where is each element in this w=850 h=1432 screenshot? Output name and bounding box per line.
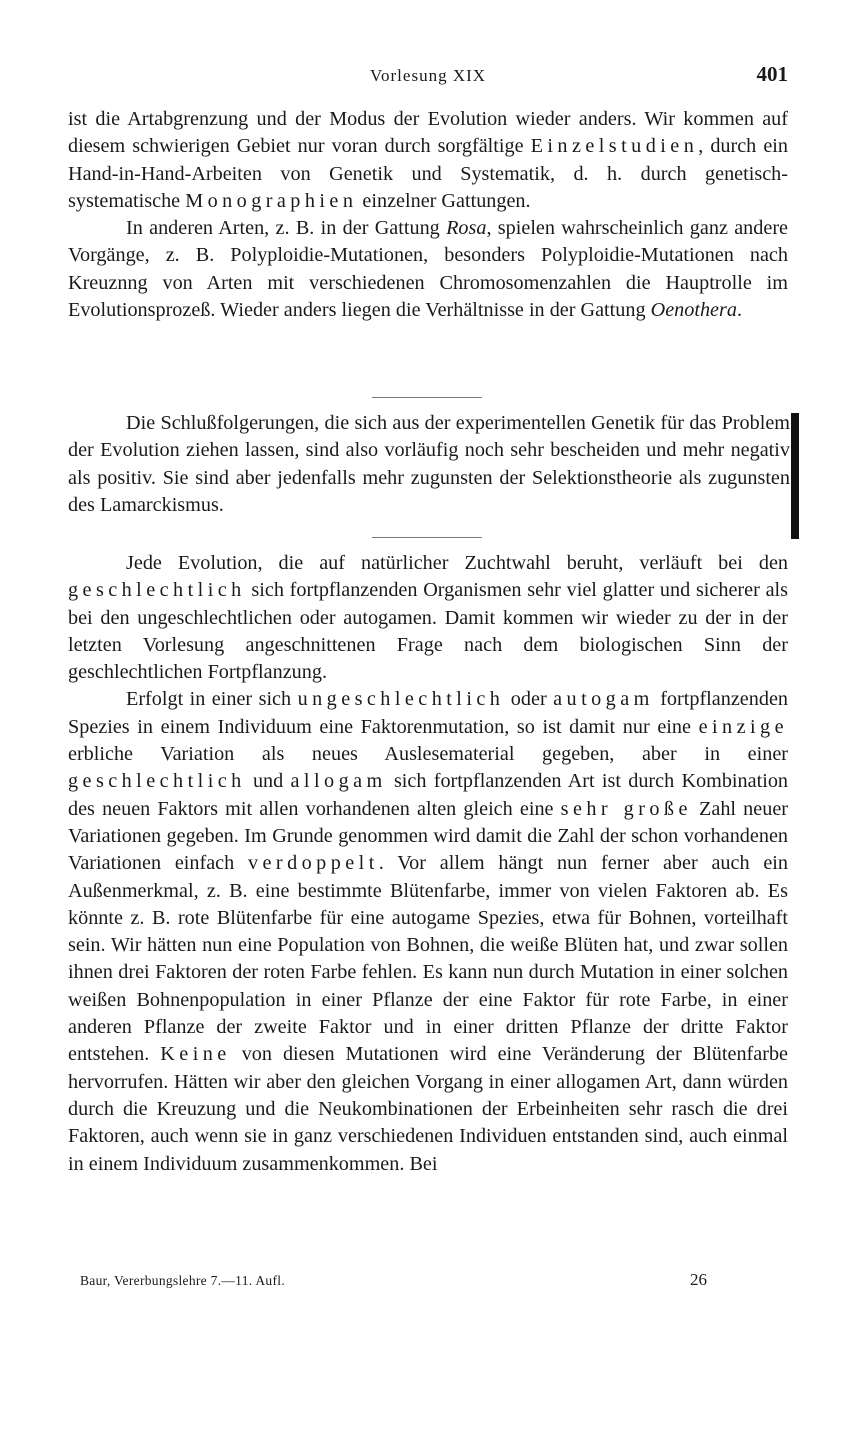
text-block-3 xyxy=(68,550,788,1178)
text-run: Erfolgt in einer sich xyxy=(126,688,298,711)
paragraph-4 xyxy=(68,550,788,686)
spaced-emphasis: Keine xyxy=(160,1043,231,1066)
paragraph-5 xyxy=(68,686,788,1177)
paragraph-2 xyxy=(68,215,788,324)
text-run: . xyxy=(736,299,742,322)
text-run: einzelner Gattungen. xyxy=(357,189,531,212)
page-header xyxy=(68,62,788,92)
section-rule-bottom xyxy=(372,537,482,538)
text-run: erbliche Variation als neues Auslesematerial gegeben, aber in einer xyxy=(68,743,788,766)
spaced-emphasis: ungeschlechtlich xyxy=(297,688,505,711)
paragraph-1 xyxy=(68,106,788,215)
genus-name-oenothera: Oenothera xyxy=(650,299,737,322)
text-run: In anderen Arten, z. B. in der Gattung xyxy=(126,217,447,240)
spaced-emphasis: geschlechtlich xyxy=(68,770,246,793)
spaced-emphasis: einzige xyxy=(698,715,788,738)
text-run: ist die Artabgrenzung und der Modus der Evolution wieder anders. Wir kommen auf diesem schwierigen Gebiet nur voran durch sorgfältige xyxy=(68,108,788,158)
signature-mark: 26 xyxy=(690,1270,707,1289)
text-run: sich fortpflanzenden Art ist durch Kombination des neuen Faktors mit allen vorhandenen alten gleich eine xyxy=(68,770,789,820)
text-block-2 xyxy=(68,410,790,519)
spaced-emphasis: sehr große xyxy=(560,797,692,820)
text-run: Zahl neuer Variationen gegeben. Im Grunde genommen wird damit die Zahl der schon vorhandenen Variationen einfach xyxy=(68,797,789,875)
text-run: fortpflanzenden Spezies in einem Individuum eine Faktorenmutation, so ist damit nur eine xyxy=(68,688,788,738)
text-run: , durch ein Hand-in-Hand-Arbeiten von Genetik und Systematik, d. h. durch genetisch-systematische xyxy=(68,135,788,212)
margin-marker-bar xyxy=(791,413,799,539)
page-footer xyxy=(70,1270,790,1294)
genus-name-rosa: Rosa xyxy=(446,217,487,240)
text-run: Jede Evolution, die auf natürlicher Zuchtwahl beruht, verläuft bei den xyxy=(126,552,788,574)
paragraph-3: Die Schlußfolgerungen, die sich aus der experimentellen Genetik für das Problem der Evolution ziehen lassen, sind also vorläufig noch sehr bescheiden und mehr negativ als positiv. Sie sind aber jedenfalls mehr zugunsten der Selektionstheorie als zugunsten des Lamarckismus. xyxy=(68,412,790,516)
footer-citation: Baur, Vererbungslehre 7.—11. Aufl. xyxy=(80,1273,285,1288)
text-run: sich fortpflanzenden Organismen sehr viel glatter und sicherer als bei den ungeschlechtlichen oder autogamen. Damit kommen wir wieder zu der in der letzten Vorlesung angeschnittenen Frage nach dem biologischen Sinn der geschlechtlichen Fortpflanzung. xyxy=(68,579,788,684)
text-run: und xyxy=(245,770,291,793)
spaced-emphasis: Monographien xyxy=(185,189,358,212)
text-block-1 xyxy=(68,106,788,324)
spaced-emphasis: autogam xyxy=(553,688,654,711)
text-run: oder xyxy=(504,688,554,711)
text-run: , spielen wahrscheinlich ganz andere Vorgänge, z. B. Polyploidie-Mutationen, besonders Polyploidie-Mutationen nach Kreuznng von Arten mit verschiedenen Chromosomenzahlen die Hauptrolle im Evolutionsprozeß. Wieder anders liegen die Verhältnisse in der Gattung xyxy=(68,217,788,322)
spaced-emphasis: geschlechtlich xyxy=(68,579,246,602)
running-head: Vorlesung XIX xyxy=(369,66,487,85)
spaced-emphasis: verdoppelt xyxy=(247,852,379,875)
text-run: von diesen Mutationen wird eine Veränderung der Blütenfarbe hervorrufen. Hätten wir aber den gleichen Vorgang in einer allogamen Art, dann würden durch die Kreuzung und die Neukombinationen der Erbeinheiten sehr rasch die drei Faktoren, auch wenn sie in ganz verschiedenen Individuen entstanden sind, auch einmal in einem Individuum zusammenkommen. Bei xyxy=(68,1043,788,1175)
spaced-emphasis: allogam xyxy=(290,770,387,793)
page-number: 401 xyxy=(756,62,788,86)
text-run: . Vor allem hängt nun ferner aber auch ein Außenmerkmal, z. B. eine bestimmte Blütenfarbe, immer von vielen Faktoren ab. Es könnte z. B. rote Blütenfarbe für eine autogame Spezies, etwa für Bohnen, vorteilhaft sein. Wir hätten nun eine Population von Bohnen, die weiße Blüten hat, und zwar sollen ihnen drei Faktoren der roten Farbe fehlen. Es kann nun durch Mutation in einer solchen weißen Bohnenpopulation in einer Pflanze der eine Faktor für rote Farbe, in einer anderen Pflanze der zweite Faktor und in einer dritten Pflanze der dritte Faktor entstehen. xyxy=(68,852,788,1066)
spaced-emphasis: Einzelstudien xyxy=(530,135,699,158)
section-rule-top xyxy=(372,397,482,398)
